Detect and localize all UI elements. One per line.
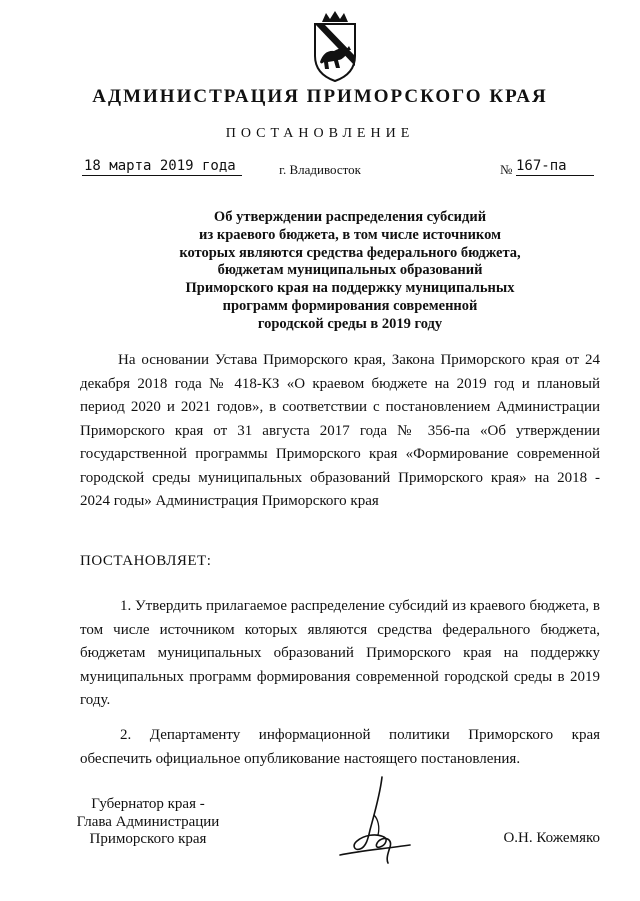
document-city: г. Владивосток — [279, 162, 361, 177]
title-line: программ формирования современной — [222, 297, 478, 314]
title-line: бюджетам муниципальных образований — [217, 262, 483, 279]
item-1-paragraph: 1. Утвердить прилагаемое распределение субсидий из краевого бюджета, в том числе источником которых являются средства федерального бюджета, бюджетам муниципальных образований Приморского края на поддержку муниципальных программ формирования современной городской среды в 2019 году. — [80, 598, 600, 708]
document-number: 167-па — [516, 158, 594, 176]
title-line: городской среды в 2019 году — [257, 315, 443, 332]
document-number-label: № — [500, 162, 513, 177]
coat-of-arms-icon — [302, 10, 368, 82]
preamble-paragraph: На основании Устава Приморского края, Закона Приморского края от 24 декабря 2018 года № 418-КЗ «О краевом бюджете на 2019 год и плановый период 2020 и 2021 годов», в соответствии с постановлением Администрации Приморского края от 31 августа 2017 года № 356-па «Об утверждении государственной программы Приморского края «Формирование современной городской среды муниципальных образований Приморского края» на 2018 - 2024 годы» Администрация Приморского края — [80, 352, 600, 509]
item-2-paragraph: 2. Департаменту информационной политики Приморского края обеспечить официальное опубликование настоящего постановления. — [80, 727, 600, 767]
document-type: ПОСТАНОВЛЕНИЕ — [225, 126, 415, 141]
title-line: Об утверждении распределения субсидий — [213, 209, 487, 225]
handwritten-signature — [330, 775, 420, 871]
document-date: 18 марта 2019 года — [82, 158, 242, 176]
organization-name: АДМИНИСТРАЦИЯ ПРИМОРСКОГО КРАЯ — [92, 86, 548, 107]
title-line: которых являются средства федерального бюджета, — [179, 244, 521, 261]
title-line: Приморского края на поддержку муниципальных — [185, 280, 515, 297]
signatory-name: О.Н. Кожемяко — [503, 830, 600, 846]
decree-heading: ПОСТАНОВЛЯЕТ: — [80, 553, 212, 569]
document-title — [150, 209, 550, 334]
position-line: Губернатор края - — [91, 796, 205, 812]
position-line: Приморского края — [89, 831, 207, 847]
title-line: из краевого бюджета, в том числе источником — [199, 226, 501, 243]
position-line: Глава Администрации — [76, 813, 220, 830]
